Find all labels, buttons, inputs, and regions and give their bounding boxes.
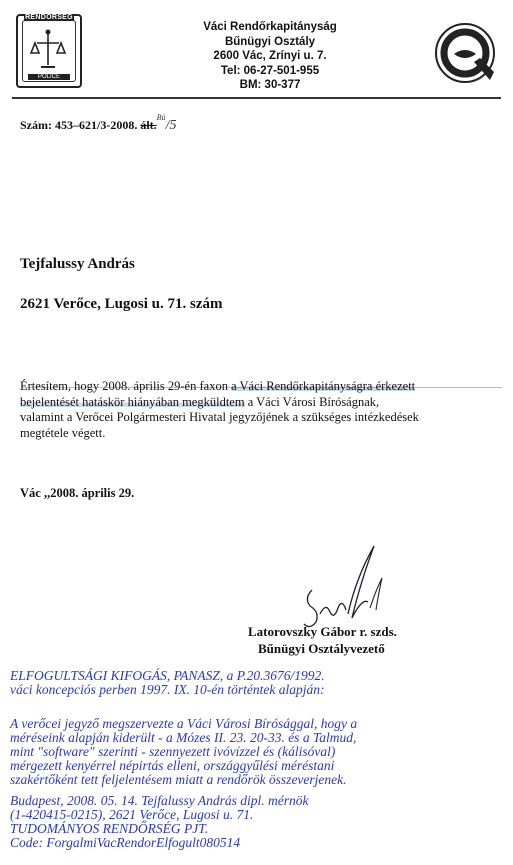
handwritten-signature bbox=[290, 538, 400, 638]
body-line-2a-highlighted: bejelentését hatáskör hiányában megküldtem bbox=[20, 394, 245, 409]
recipient-address: 2621 Verőce, Lugosi u. 71. szám bbox=[20, 296, 223, 312]
body-line-1 bbox=[20, 379, 500, 395]
org-bm-number: BM: 30-377 bbox=[239, 79, 301, 91]
objection-heading bbox=[10, 669, 325, 697]
reference-label: Szám: 453–621/3-2008. bbox=[20, 118, 138, 132]
sign-line-3: TUDOMÁNYOS RENDŐRSÉG PJT. bbox=[10, 821, 209, 836]
sign-line-1: Budapest, 2008. 05. 14. Tejfalussy András dipl. mérnök bbox=[10, 793, 309, 808]
org-name: Váci Rendőrkapitányság bbox=[203, 21, 337, 33]
logo-top-label: RENDŐRSÉG bbox=[25, 14, 73, 21]
note-line-3: mint "software" szerinti - szennyezett ivóvízzel és (kálisóval) bbox=[10, 744, 336, 759]
reference-handwritten-suffix: /5 bbox=[165, 118, 177, 133]
signatory-title: Bűnügyi Osztályvezető bbox=[258, 641, 385, 656]
note-line-2: méréseink alapján kiderült - a Mózes II. 23. 20-33. és a Talmud, bbox=[10, 730, 357, 745]
note-line-1: A verőcei jegyző megszervezte a Váci Városi Bírósággal, hogy a bbox=[10, 716, 358, 731]
note-line-4: mérgezett kenyérrel népirtás elleni, országgyűlési méréstani bbox=[10, 758, 335, 773]
letterhead-divider bbox=[12, 97, 501, 99]
reference-handwritten-super: Bü bbox=[156, 113, 166, 122]
body-line-2 bbox=[20, 395, 500, 411]
org-phone: Tel: 06-27-501-955 bbox=[220, 64, 320, 77]
body-line-1a: Értesítem, hogy 2008. április 29-én faxon bbox=[20, 379, 232, 393]
sign-line-2: (1-420415-0215), 2621 Verőce, Lugosi u. 71. bbox=[10, 807, 254, 822]
objection-line-2: váci koncepciós perben 1997. IX. 10-én történtek alapján: bbox=[10, 682, 325, 697]
org-address: 2600 Vác, Zrínyi u. 7. bbox=[213, 50, 327, 62]
body-line-3: valamint a Verőcei Polgármesteri Hivatal jegyzőjének a szükséges intézkedések bbox=[20, 410, 419, 425]
letter-date: Vác ,,2008. április 29. bbox=[20, 486, 135, 500]
police-logo-left bbox=[16, 14, 82, 88]
logo-bottom-label: POLICE bbox=[28, 74, 70, 80]
shield-icon bbox=[23, 21, 73, 79]
reference-struck-suffix: ált. bbox=[140, 118, 157, 132]
objection-line-1: ELFOGULTSÁGI KIFOGÁS, PANASZ, a P.20.3676/1992. bbox=[10, 668, 325, 683]
body-line-1b-highlighted: a Váci Rendőrkapitányságra érkezett bbox=[231, 379, 416, 393]
sign-line-4: Code: ForgalmiVacRendorElfogult080514 bbox=[10, 835, 241, 850]
note-line-5: szakértőként tett feljelentésem miatt a rendőrök összeverjenek. bbox=[10, 772, 347, 787]
body-line-4: megtétele végett. bbox=[20, 426, 106, 441]
department-name: Bűnügyi Osztály bbox=[224, 35, 316, 48]
signatory-name: Latorovszky Gábor r. szds. bbox=[248, 624, 397, 639]
letterhead bbox=[150, 20, 390, 93]
logo-shield-frame bbox=[22, 20, 76, 82]
annotation-note bbox=[10, 717, 357, 787]
body-line-2b: a Váci Városi Bíróságnak, bbox=[244, 394, 380, 409]
police-logo-right bbox=[434, 22, 496, 84]
letter-body bbox=[20, 379, 500, 442]
recipient-name: Tejfalussy András bbox=[20, 256, 135, 272]
reference-number bbox=[20, 113, 177, 134]
annotation-signature-block bbox=[10, 794, 309, 850]
